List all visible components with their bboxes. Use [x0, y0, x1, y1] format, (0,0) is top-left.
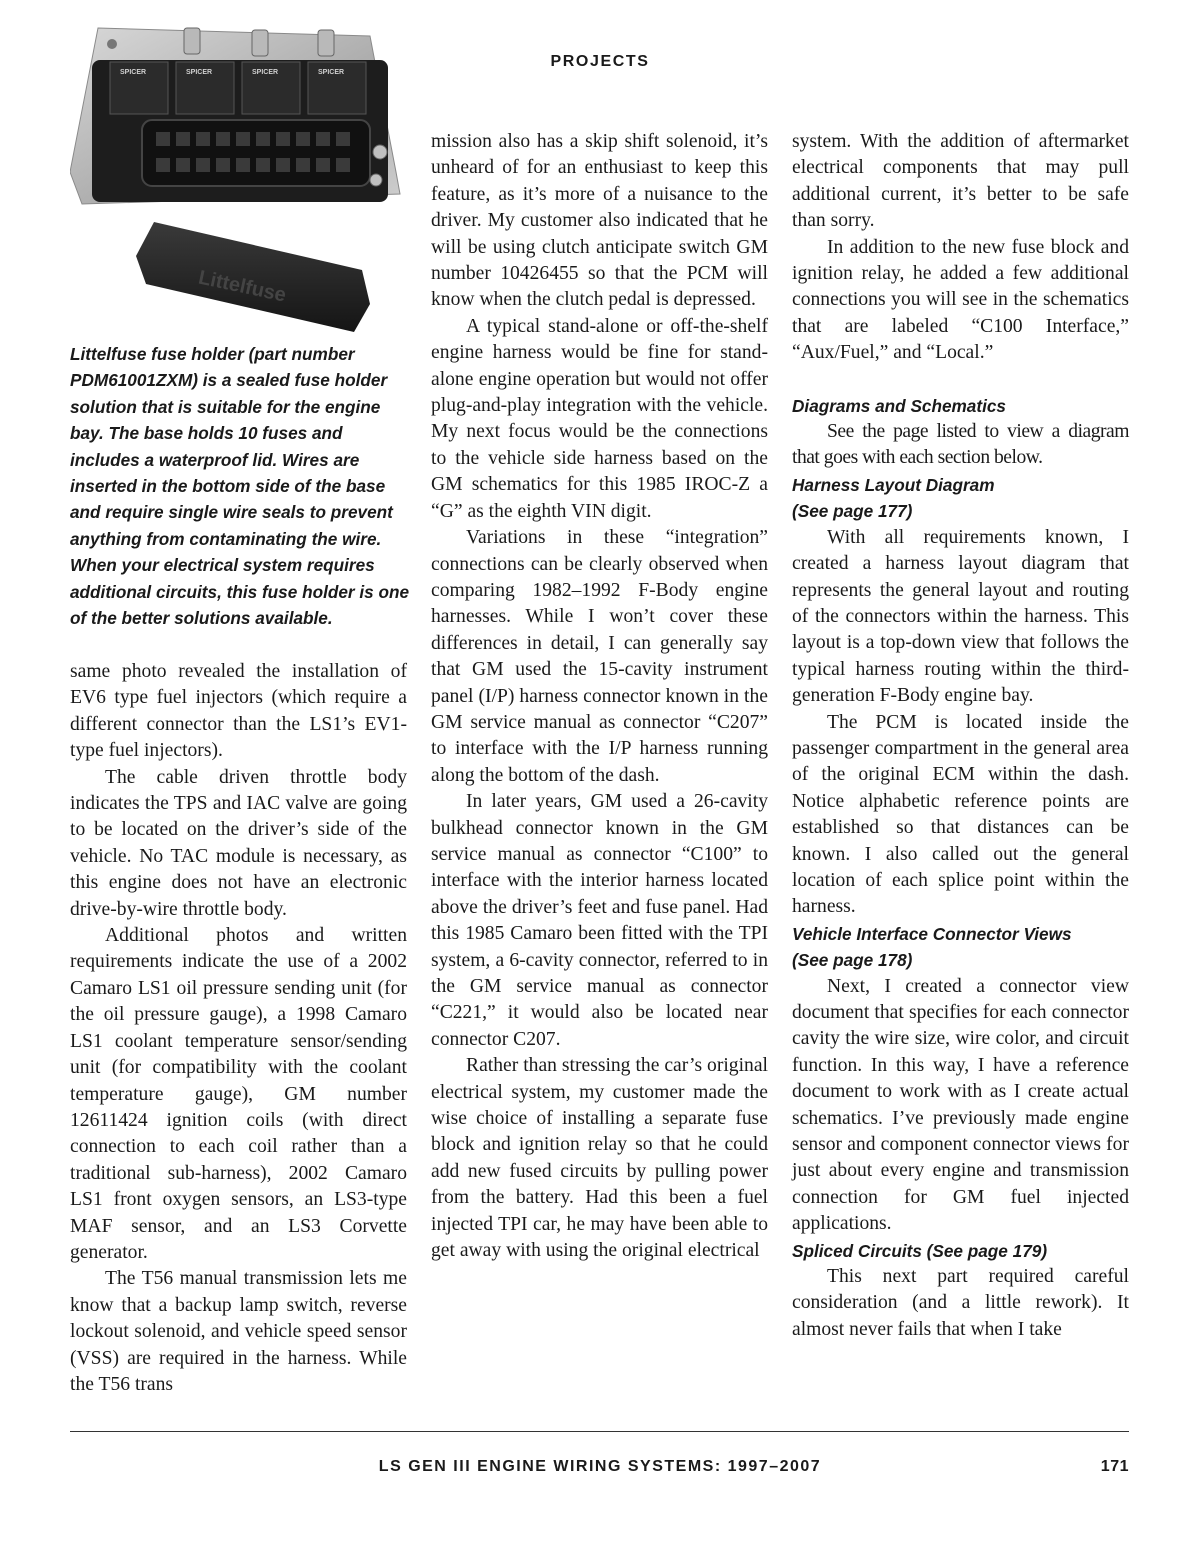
- paragraph: mission also has a skip shift solenoid, it’s unheard of for an enthusiast to keep this feature, as it’s more of a nuisance to the driver. My customer also indicated that he will be using clutch anticipate switch GM number 10426455 so that the PCM will know when the clutch pedal is depressed.: [431, 131, 768, 311]
- page-reference: (See page 178): [792, 950, 913, 971]
- section-heading: Diagrams and Schematics: [792, 395, 1006, 416]
- lid-logo: Littelfuse: [196, 266, 288, 307]
- page-number: 171: [1100, 1458, 1129, 1475]
- relay-label: SPICER: [252, 69, 279, 76]
- paragraph: system. With the addition of aftermarket electrical components that may pull additional current, it’s better to be safe than sorry.: [792, 131, 1129, 232]
- fuse-holder-photo: [70, 22, 406, 340]
- relay-label: SPICER: [318, 69, 345, 76]
- text-column-2: [431, 129, 768, 1264]
- section-heading: Vehicle Interface Connector Views: [792, 923, 1072, 944]
- text-column-1: [70, 659, 407, 1398]
- relay-label: SPICER: [186, 69, 213, 76]
- paragraph: The T56 manual transmission lets me know that a backup lamp switch, reverse lockout solenoid, and vehicle speed sensor (VSS) are required in the harness. While the T56 trans: [70, 1268, 407, 1395]
- footer-rule: [70, 1431, 1129, 1432]
- paragraph: Variations in these “integration” connections can be clearly observed when comparing 1982–1992 F-Body engine harnesses. While I won’t cover these differences in detail, I can generally say that GM used the 15-cavity instrument panel (I/P) harness connector known in the GM service manual as connector “C207” to interface with the I/P harness running along the bottom of the dash.: [431, 527, 768, 786]
- figure-caption: Littelfuse fuse holder (part number PDM61001ZXM) is a sealed fuse holder solution that is suitable for the engine bay. The base holds 10 fuses and includes a waterproof lid. Wires are inserted in the bottom side of the base and require single wire seals to prevent anything from contaminating the wire. When your electrical system requires additional circuits, this fuse holder is one of the better solutions available.: [70, 344, 410, 629]
- fuse-connector: [142, 120, 370, 186]
- paragraph: Next, I created a connector view document that specifies for each connector cavity the wire size, wire color, and circuit function. In this way, I have a reference document to work with as I create actual schematics. I’ve previously made engine sensor and component connector views for just about every engine and transmission connection for GM fuel injected applications.: [792, 975, 1129, 1235]
- paragraph: Additional photos and written requirements indicate the use of a 2002 Camaro LS1 oil pressure sending unit (for the oil pressure gauge), a 1998 Camaro LS1 coolant temperature sensor/sending unit (for compatibility with the coolant temperature gauge), GM number 12611424 ignition coils (with direct connection to each coil rather than a traditional sub-harness), 2002 Camaro LS1 front oxygen sensors, an LS3-type MAF sensor, and an LS3 Corvette generator.: [70, 925, 407, 1263]
- paragraph: This next part required careful consideration (and a little rework). It almost never fails that when I take: [792, 1266, 1129, 1340]
- section-header: PROJECTS: [550, 53, 650, 70]
- paragraph: The PCM is located inside the passenger compartment in the general area of the original ECM within the dash. Notice alphabetic reference points are established so that distances can be known. I also called out the general location of each splice point within the harness.: [792, 711, 1129, 918]
- paragraph: See the page listed to view a diagram that goes with each section below.: [792, 421, 1129, 469]
- page-reference: (See page 177): [792, 501, 913, 522]
- paragraph: A typical stand-alone or off-the-shelf engine harness would be fine for stand-alone engine operation but would not offer plug-and-play integration with the vehicle. My next focus would be the connections to the vehicle side harness based on the GM schematics for this 1985 IROC-Z a “G” as the eighth VIN digit.: [431, 315, 768, 522]
- book-title: LS GEN III ENGINE WIRING SYSTEMS: 1997–2007: [378, 1458, 822, 1475]
- paragraph: Rather than stressing the car’s original electrical system, my customer made the wise choice of installing a separate fuse block and ignition relay so that he could add new fused circuits by pulling power from the battery. Had this been a fuel injected TPI car, he may have been able to get away with using the original electrical: [431, 1055, 768, 1262]
- section-heading: Spliced Circuits (See page 179): [792, 1240, 1048, 1261]
- paragraph: same photo revealed the installation of EV6 type fuel injectors (which require a different connector than the LS1’s EV1-type fuel injectors).: [70, 661, 407, 762]
- relay-label: SPICER: [120, 69, 147, 76]
- section-heading: Harness Layout Diagram: [792, 474, 995, 495]
- paragraph: In later years, GM used a 26-cavity bulkhead connector known in the GM service manual as connector “C100” to interface with the interior harness located above the driver’s feet and fuse panel. Had this 1985 Camaro been fitted with the TPI system, a 6-cavity connector, referred to in the GM service manual as connector “C221,” it would also be located near connector C207.: [431, 791, 768, 1050]
- paragraph: The cable driven throttle body indicates the TPS and IAC valve are going to be located on the driver’s side of the vehicle. No TAC module is necessary, as this engine does not have an electronic drive-by-wire throttle body.: [70, 766, 407, 920]
- text-column-3: [792, 129, 1129, 1343]
- paragraph: In addition to the new fuse block and ignition relay, he added a few additional connections you will see in the schematics that are labeled “C100 Interface,” “Aux/Fuel,” and “Local.”: [792, 236, 1129, 364]
- paragraph: With all requirements known, I created a harness layout diagram that represents the general layout and routing of the connectors within the harness. This layout is a top-down view that follows the typical harness routing within the third-generation F-Body engine bay.: [792, 526, 1129, 707]
